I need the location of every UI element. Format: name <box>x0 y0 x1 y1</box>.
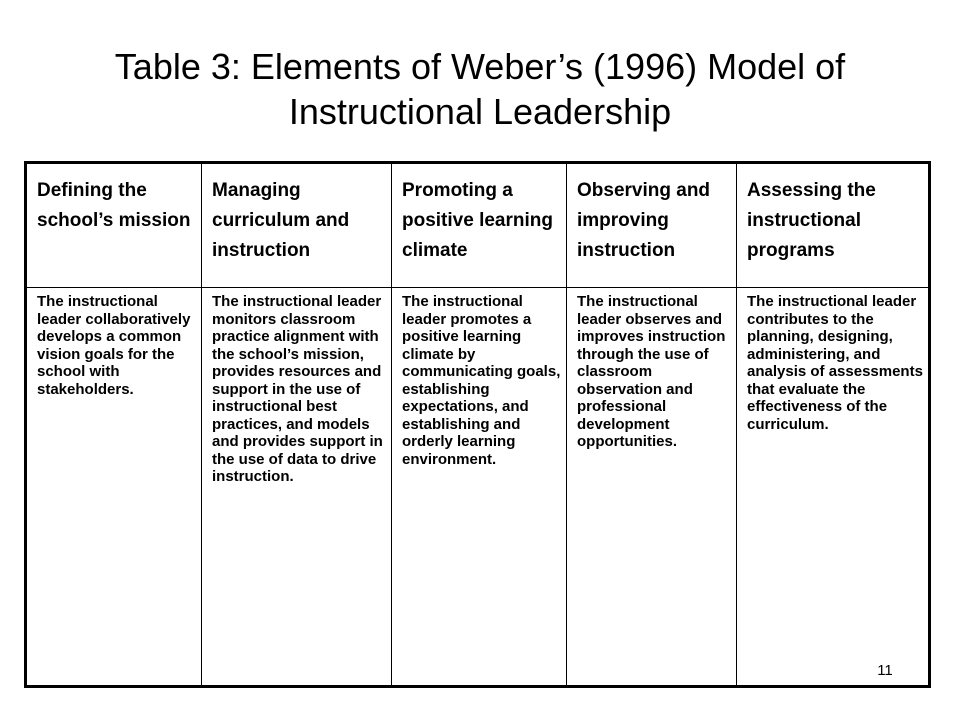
cell-assessing-programs: The instructional leader contributes to the planning, designing, administering, and analysis of assessments that evaluate the effectiveness of the curriculum. <box>737 288 929 686</box>
weber-model-table <box>26 163 929 686</box>
header-managing-curriculum: Managing curriculum and instruction <box>202 164 392 288</box>
cell-managing-curriculum: The instructional leader monitors classroom practice alignment with the school’s mission, provides resources and support in the use of instructional best practices, and models and provides support in the use of data to drive instruction. <box>202 288 392 686</box>
slide-title <box>40 44 920 134</box>
slide-title-line-2: Instructional Leadership <box>288 91 672 132</box>
header-defining-mission: Defining the school’s mission <box>27 164 202 288</box>
page-number: 11 <box>877 662 893 679</box>
table-header-row <box>27 164 929 288</box>
header-promoting-climate: Promoting a positive learning climate <box>392 164 567 288</box>
cell-defining-mission: The instructional leader collaboratively develops a common vision goals for the school with stakeholders. <box>27 288 202 686</box>
header-assessing-programs: Assessing the instructional programs <box>737 164 929 288</box>
cell-promoting-climate: The instructional leader promotes a positive learning climate by communicating goals, establishing expectations, and establishing and orderly learning environment. <box>392 288 567 686</box>
table-row <box>27 288 929 686</box>
cell-observing-instruction: The instructional leader observes and improves instruction through the use of classroom observation and professional development opportunities. <box>567 288 737 686</box>
header-observing-instruction: Observing and improving instruction <box>567 164 737 288</box>
model-table-container <box>24 161 931 688</box>
slide-title-line-1: Table 3: Elements of Weber’s (1996) Model of <box>114 46 846 87</box>
